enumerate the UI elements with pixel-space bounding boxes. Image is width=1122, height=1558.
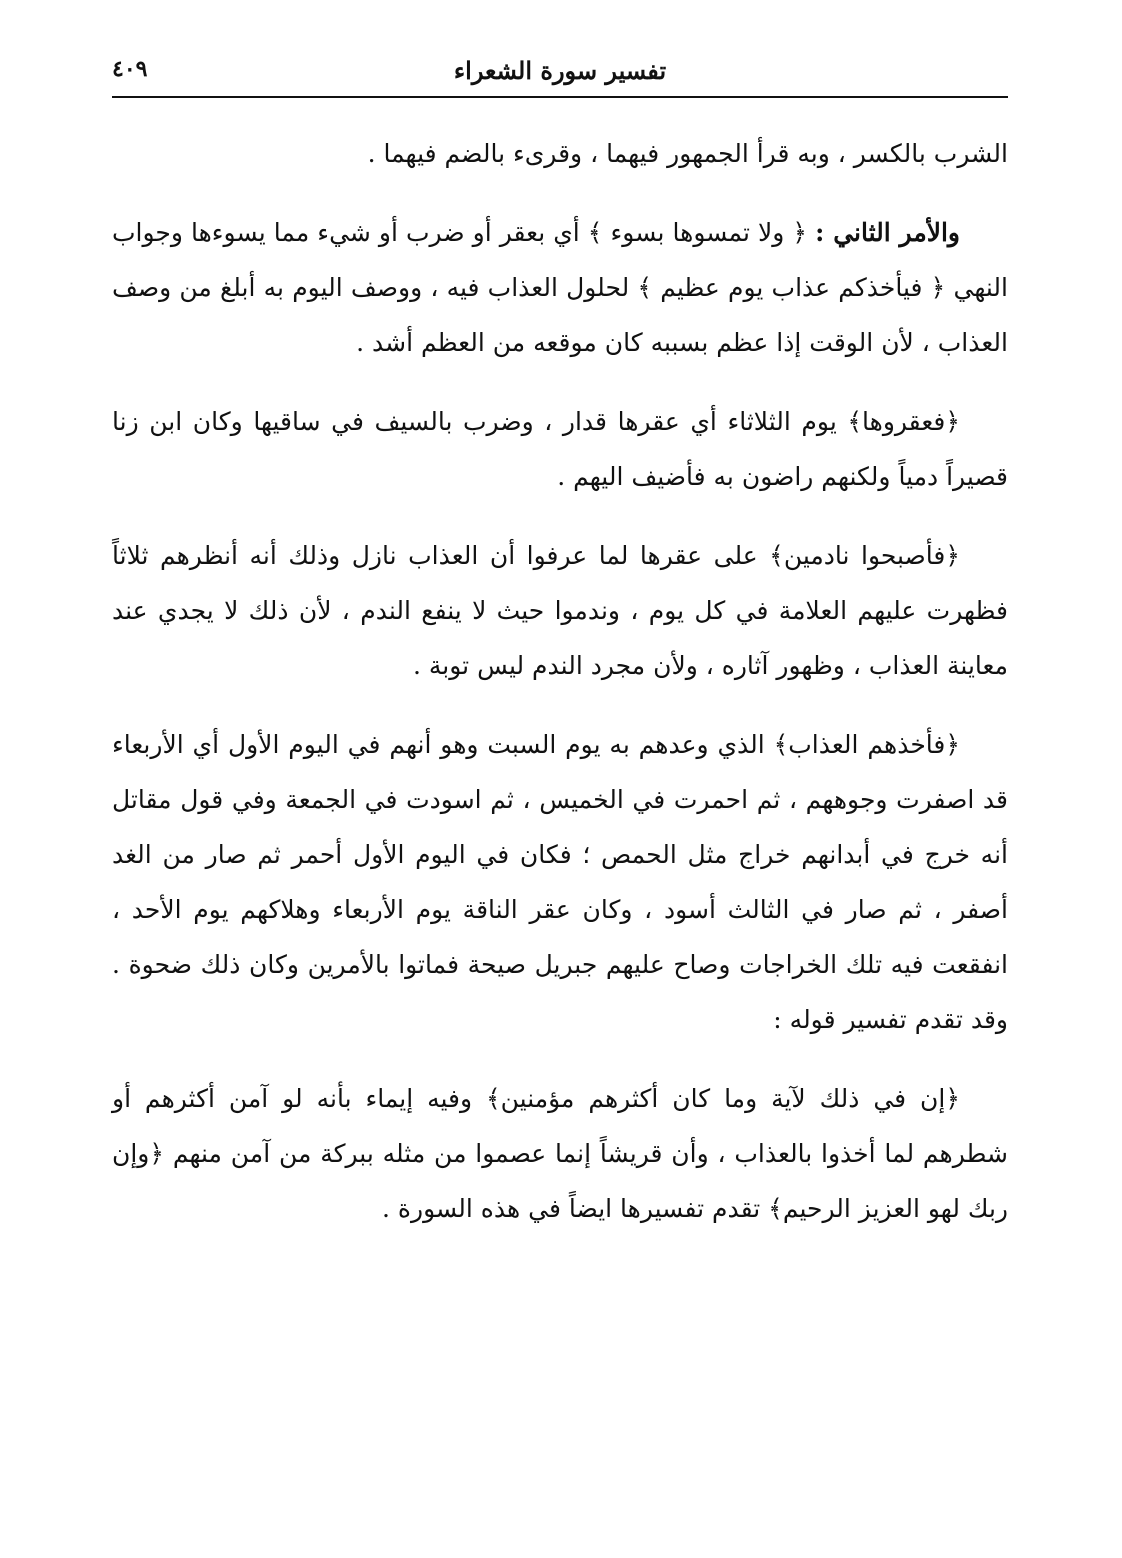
- paragraph-text: ﴿فأصبحوا نادمين﴾ على عقرها لما عرفوا أن العذاب نازل وذلك أنه أنظرهم ثلاثاً فظهرت عليهم العلامة في كل يوم ، وندموا حيث لا ينفع الندم ، لأن ذلك لا يجدي عند معاينة العذاب ، وظهور آثاره ، ولأن مجرد الندم ليس توبة .: [112, 541, 1008, 680]
- paragraph-6: [112, 1071, 1008, 1236]
- page-number: ٤٠٩: [112, 56, 148, 82]
- paragraph-1: [112, 126, 1008, 181]
- paragraph-text: ﴿ ولا تمسوها بسوء ﴾ أي بعقر أو ضرب أو شيء مما يسوءها وجواب النهي ﴿ فيأخذكم عذاب يوم عظيم ﴾ لحلول العذاب فيه ، ووصف اليوم به أبلغ من وصف العذاب ، لأن الوقت إذا عظم بسببه كان موقعه من العظم أشد .: [112, 218, 1008, 357]
- paragraph-5: [112, 717, 1008, 1047]
- body-text: [112, 126, 1008, 1260]
- paragraph-3: [112, 394, 1008, 504]
- running-header: [112, 52, 1008, 98]
- paragraph-lead: والأمر الثاني :: [815, 218, 960, 247]
- page-title: تفسير سورة الشعراء: [453, 56, 667, 85]
- paragraph-text: ﴿فأخذهم العذاب﴾ الذي وعدهم به يوم السبت وهو أنهم في اليوم الأول أي الأربعاء قد اصفرت وجوههم ، ثم احمرت في الخميس ، ثم اسودت في الجمعة وفي قول مقاتل أنه خرج في أبدانهم خراج مثل الحمص ؛ فكان في اليوم الأول أحمر ثم صار من الغد أصفر ، ثم صار في الثالث أسود ، وكان عقر الناقة يوم الأربعاء وهلاكهم يوم الأحد ، انفقعت فيه تلك الخراجات وصاح عليهم جبريل صيحة فماتوا بالأمرين وكان ذلك ضحوة . وقد تقدم تفسير قوله :: [112, 730, 1008, 1034]
- paragraph-4: [112, 528, 1008, 693]
- paragraph-text: الشرب بالكسر ، وبه قرأ الجمهور فيهما ، وقرىء بالضم فيهما .: [367, 139, 1008, 168]
- paragraph-text: ﴿فعقروها﴾ يوم الثلاثاء أي عقرها قدار ، وضرب بالسيف في ساقيها وكان ابن زنا قصيراً دمياً ولكنهم راضون به فأضيف اليهم .: [112, 407, 1008, 491]
- paragraph-text: ﴿إن في ذلك لآية وما كان أكثرهم مؤمنين﴾ وفيه إيماء بأنه لو آمن أكثرهم أو شطرهم لما أخذوا بالعذاب ، وأن قريشاً إنما عصموا من مثله ببركة من آمن منهم ﴿وإن ربك لهو العزيز الرحيم﴾ تقدم تفسيرها ايضاً في هذه السورة .: [112, 1084, 1008, 1223]
- paragraph-2: [112, 205, 1008, 370]
